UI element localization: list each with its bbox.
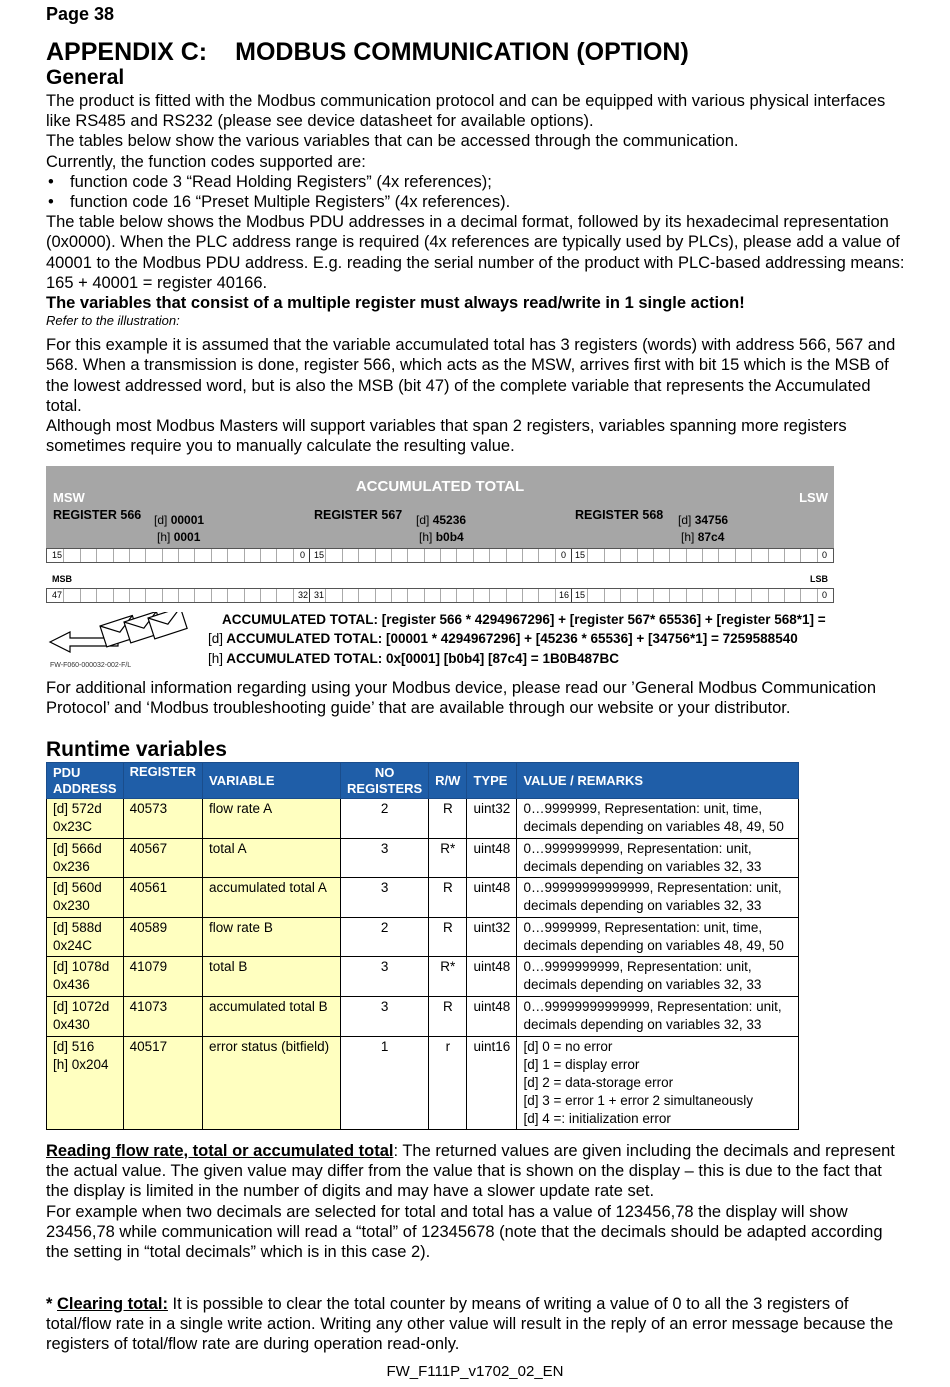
bit-cell	[751, 589, 752, 602]
diagram-header	[46, 466, 834, 548]
register-567-dec: [d] 45236	[416, 513, 467, 527]
bit-cell	[424, 549, 425, 562]
bit-cell	[309, 549, 310, 562]
rw-cell: R*	[429, 957, 467, 997]
bit-cell	[800, 549, 801, 562]
register-cell: 41079	[123, 957, 202, 997]
lsw-label: LSW	[799, 490, 828, 505]
reading-text: : The returned values are given including the decimals and represent the actual value. The given value may differ from the value that is shown on the display – this is due to the fact that the display is limited in the number of digits and may have a slower update rate set.	[46, 1142, 895, 1201]
bit-cell	[637, 549, 638, 562]
bit-cell	[113, 549, 114, 562]
bit-cell	[227, 589, 228, 602]
pdu-cell: [d] 566d 0x236	[47, 838, 124, 878]
bit-cell	[735, 589, 736, 602]
bit-cell	[145, 549, 146, 562]
bit-label: 0	[300, 550, 306, 560]
bit-cell	[735, 549, 736, 562]
col-variable: VARIABLE	[203, 763, 341, 799]
register-568-label: REGISTER 568	[575, 508, 664, 522]
col-value-remarks: VALUE / REMARKS	[517, 763, 799, 799]
col-rw: R/W	[429, 763, 467, 799]
table-row	[47, 838, 799, 878]
bit-cell	[342, 549, 343, 562]
bit-cell	[178, 549, 179, 562]
additional-text: For additional information regarding using your Modbus device, please read our ’General Modbus Communication Protocol’ and ‘Modbus troubleshooting guide’ that are available through our website or your distributor.	[46, 679, 877, 718]
register-568-dec: [d] 34756	[678, 513, 729, 527]
general-p3: Currently, the function codes supported are:	[46, 152, 366, 171]
type-cell: uint32	[467, 917, 517, 957]
clearing-text: It is possible to clear the total counter by means of writing a value of 0 to all the 3 registers of total/flow rate in a single write action. Writing any other value will result in the reply of an error message because the registers of total/flow rate are during operation read-only.	[46, 1295, 894, 1354]
bit-cell	[538, 589, 539, 602]
no-registers-cell: 3	[341, 878, 429, 918]
bit-cell	[620, 549, 621, 562]
pdu-cell: [d] 516 [h] 0x204	[47, 1036, 124, 1129]
bit-cell	[768, 589, 769, 602]
reading-example: For example when two decimals are selected for total and total has a value of 123456,78 the display will show 23456,78 while communication will read a “total” of 12345678 (note that the decimals should be adapted according the setting in “total decimals” which is in this case 2).	[46, 1202, 883, 1262]
lsb-label: LSB	[810, 574, 828, 584]
variable-cell: total B	[203, 957, 341, 997]
reading-paragraph	[46, 1141, 906, 1202]
bit-cell	[555, 549, 556, 562]
bit-cell	[702, 549, 703, 562]
bit-cell	[325, 549, 326, 562]
bit-cell	[702, 589, 703, 602]
total-bit-row	[46, 588, 834, 603]
bit-cell	[358, 589, 359, 602]
general-heading: General	[46, 66, 125, 89]
register-bit-row	[46, 548, 834, 563]
type-cell: uint48	[467, 838, 517, 878]
value-cell: 0…9999999, Representation: unit, time, decimals depending on variables 48, 49, 50	[517, 917, 799, 957]
page-number: Page 38	[46, 4, 115, 24]
bit-cell	[129, 549, 130, 562]
bit-cell	[817, 589, 818, 602]
col-pdu-address: PDU ADDRESS	[47, 763, 124, 799]
bit-label: 15	[52, 550, 63, 560]
bit-cell	[80, 589, 81, 602]
bit-cell	[342, 589, 343, 602]
bit-label: 0	[822, 550, 828, 560]
bit-cell	[718, 589, 719, 602]
bit-cell	[276, 549, 277, 562]
reading-label: Reading flow rate, total or accumulated total	[46, 1142, 394, 1160]
bit-cell	[751, 549, 752, 562]
bit-cell	[800, 589, 801, 602]
table-row	[47, 996, 799, 1036]
bit-cell	[358, 549, 359, 562]
bit-cell	[456, 589, 457, 602]
bit-cell	[424, 589, 425, 602]
bit-cell	[768, 549, 769, 562]
rw-cell: R	[429, 917, 467, 957]
bit-cell	[604, 549, 605, 562]
bit-label: 15	[575, 550, 586, 560]
bit-label: 15	[314, 550, 325, 560]
general-p8: Although most Modbus Masters will support variables that span 2 registers, variables spanning more registers sometimes require you to manually calculate the resulting value.	[46, 417, 847, 456]
bit-cell	[522, 589, 523, 602]
formula-decimal: [d] ACCUMULATED TOTAL: [00001 * 4294967296] + [45236 * 65536] + [34756*1] = 7259588540	[208, 631, 798, 646]
type-cell: uint16	[467, 1036, 517, 1129]
rw-cell: R*	[429, 838, 467, 878]
register-cell: 40589	[123, 917, 202, 957]
additional-info	[46, 678, 906, 718]
runtime-variables-table	[46, 762, 799, 1130]
pdu-cell: [d] 1078d 0x436	[47, 957, 124, 997]
bit-cell	[227, 549, 228, 562]
bit-cell	[407, 549, 408, 562]
bit-label: 31	[314, 590, 325, 600]
bit-cell	[63, 549, 64, 562]
col-no-registers: NO REGISTERS	[341, 763, 429, 799]
bit-cell	[538, 549, 539, 562]
bit-cell	[260, 589, 261, 602]
bit-label: 15	[575, 590, 586, 600]
table-header-row	[47, 763, 799, 799]
variable-cell: accumulated total A	[203, 878, 341, 918]
clearing-section	[46, 1294, 906, 1355]
bit-label: 32	[298, 590, 309, 600]
bit-cell	[113, 589, 114, 602]
register-566-label: REGISTER 566	[53, 508, 142, 522]
pdu-cell: [d] 560d 0x230	[47, 878, 124, 918]
list-item: • function code 3 “Read Holding Registers” (4x references);	[46, 172, 906, 192]
bit-cell	[587, 549, 588, 562]
bit-cell	[375, 589, 376, 602]
reading-section	[46, 1141, 906, 1262]
bit-cell	[178, 589, 179, 602]
bit-cell	[620, 589, 621, 602]
bit-cell	[211, 589, 212, 602]
bit-cell	[784, 549, 785, 562]
value-cell: [d] 0 = no error [d] 1 = display error [d] 2 = data-storage error [d] 3 = error 1 + error 2 simultaneously [d] 4 =: initialization error	[517, 1036, 799, 1129]
bit-cell	[260, 549, 261, 562]
no-registers-cell: 2	[341, 799, 429, 839]
bit-cell	[162, 589, 163, 602]
bit-cell	[571, 549, 572, 562]
no-registers-cell: 3	[341, 957, 429, 997]
appendix-prefix: APPENDIX C:	[46, 38, 208, 66]
bit-cell	[669, 589, 670, 602]
type-cell: uint48	[467, 878, 517, 918]
bit-cell	[211, 549, 212, 562]
msb-label: MSB	[52, 574, 72, 584]
document-footer: FW_F111P_v1702_02_EN	[386, 1363, 564, 1380]
type-cell: uint48	[467, 957, 517, 997]
pdu-cell: [d] 572d 0x23C	[47, 799, 124, 839]
register-cell: 40517	[123, 1036, 202, 1129]
value-cell: 0…9999999999, Representation: unit, decimals depending on variables 32, 33	[517, 957, 799, 997]
value-cell: 0…99999999999999, Representation: unit, decimals depending on variables 32, 33	[517, 996, 799, 1036]
value-cell: 0…9999999999, Representation: unit, decimals depending on variables 32, 33	[517, 838, 799, 878]
register-567-hex: [h] b0b4	[419, 530, 464, 544]
bit-cell	[456, 549, 457, 562]
formula-hex: [h] ACCUMULATED TOTAL: 0x[0001] [b0b4] [87c4] = 1B0B487BC	[208, 651, 619, 666]
register-cell: 40561	[123, 878, 202, 918]
register-cell: 41073	[123, 996, 202, 1036]
general-p2: The tables below show the various variables that can be accessed through the communication.	[46, 132, 739, 151]
bit-cell	[194, 589, 195, 602]
value-cell: 0…99999999999999, Representation: unit, decimals depending on variables 32, 33	[517, 878, 799, 918]
bit-cell	[489, 589, 490, 602]
general-p7: For this example it is assumed that the variable accumulated total has 3 registers (words) with address 566, 567 and 568. When a transmission is done, register 566, which acts as the MSW, arrives first with bit 15 which is the MSB of the lowest addressed word, but is also the MSB (bit 47) of the complete variable that represents the Accumulated total.	[46, 336, 896, 415]
bit-cell	[276, 589, 277, 602]
register-cell: 40567	[123, 838, 202, 878]
msw-label: MSW	[53, 490, 85, 505]
col-type: TYPE	[467, 763, 517, 799]
bit-cell	[817, 549, 818, 562]
pdu-cell: [d] 588d 0x24C	[47, 917, 124, 957]
bit-cell	[718, 549, 719, 562]
pdu-cell: [d] 1072d 0x430	[47, 996, 124, 1036]
table-row	[47, 1036, 799, 1129]
clearing-label: Clearing total:	[57, 1295, 168, 1313]
diagram-title: ACCUMULATED TOTAL	[355, 478, 525, 495]
rw-cell: R	[429, 799, 467, 839]
table-row	[47, 917, 799, 957]
col-register: REGISTER	[123, 763, 202, 799]
illustration-note: Refer to the illustration:	[46, 313, 180, 329]
general-text	[46, 91, 906, 456]
bit-cell	[669, 549, 670, 562]
rw-cell: R	[429, 996, 467, 1036]
bit-label: 47	[52, 590, 63, 600]
variable-cell: flow rate B	[203, 917, 341, 957]
bit-cell	[309, 589, 310, 602]
register-567-label: REGISTER 567	[314, 508, 403, 522]
general-p4: The table below shows the Modbus PDU addresses in a decimal format, followed by its hexadecimal representation (0x0000). When the PLC address range is required (4x references are typically used by PLCs), please add a value of 40001 to the Modbus PDU address. E.g. reading the serial number of the product with PLC-based addressing means: 165 + 40001 = register 40166.	[46, 213, 905, 292]
no-registers-cell: 3	[341, 838, 429, 878]
bit-cell	[375, 549, 376, 562]
bit-cell	[244, 589, 245, 602]
register-566-dec: [d] 00001	[154, 513, 205, 527]
no-registers-cell: 3	[341, 996, 429, 1036]
bit-cell	[194, 549, 195, 562]
no-registers-cell: 1	[341, 1036, 429, 1129]
bit-cell	[293, 589, 294, 602]
bit-label: 16	[559, 590, 570, 600]
bit-cell	[162, 549, 163, 562]
table-row	[47, 799, 799, 839]
table-row	[47, 957, 799, 997]
bit-cell	[80, 549, 81, 562]
formula-generic: ACCUMULATED TOTAL: [register 566 * 4294967296] + [register 567* 65536] + [register 568*1] =	[222, 612, 826, 627]
general-p1: The product is fitted with the Modbus communication protocol and can be equipped with various physical interfaces like RS485 and RS232 (please see device datasheet for available options).	[46, 92, 886, 131]
variable-cell: flow rate A	[203, 799, 341, 839]
variable-cell: accumulated total B	[203, 996, 341, 1036]
no-registers-cell: 2	[341, 917, 429, 957]
function-code-list	[46, 172, 906, 212]
value-cell: 0…9999999, Representation: unit, time, decimals depending on variables 48, 49, 50	[517, 799, 799, 839]
accumulated-total-diagram	[46, 466, 834, 676]
bit-cell	[407, 589, 408, 602]
bit-cell	[637, 589, 638, 602]
bit-cell	[653, 589, 654, 602]
bit-cell	[604, 589, 605, 602]
bit-cell	[489, 549, 490, 562]
bit-cell	[506, 549, 507, 562]
bit-cell	[555, 589, 556, 602]
bit-cell	[244, 549, 245, 562]
bit-label: 0	[561, 550, 567, 560]
register-cell: 40573	[123, 799, 202, 839]
clearing-paragraph: * Clearing total: It is possible to clear the total counter by means of writing a value of 0 to all the 3 registers of total/flow rate in a single write action. Writing any other value will result in the reply of an error message because the registers of total/flow rate are during operation read-only.	[46, 1295, 894, 1354]
bit-cell	[96, 589, 97, 602]
bit-cell	[129, 589, 130, 602]
bit-cell	[506, 589, 507, 602]
bit-cell	[63, 589, 64, 602]
register-566-hex: [h] 0001	[157, 530, 201, 544]
bit-cell	[686, 549, 687, 562]
bit-cell	[96, 549, 97, 562]
bit-cell	[145, 589, 146, 602]
table-row	[47, 878, 799, 918]
bit-cell	[587, 589, 588, 602]
bit-cell	[571, 589, 572, 602]
bit-cell	[391, 589, 392, 602]
bit-cell	[473, 549, 474, 562]
rw-cell: r	[429, 1036, 467, 1129]
bit-cell	[522, 549, 523, 562]
bit-cell	[440, 549, 441, 562]
figure-code: FW-F060-000032-002-F/L	[50, 662, 132, 669]
bit-cell	[325, 589, 326, 602]
variable-cell: total A	[203, 838, 341, 878]
appendix-title	[46, 38, 689, 67]
type-cell: uint48	[467, 996, 517, 1036]
variable-cell: error status (bitfield)	[203, 1036, 341, 1129]
bit-cell	[473, 589, 474, 602]
rw-cell: R	[429, 878, 467, 918]
appendix-name: MODBUS COMMUNICATION (OPTION)	[235, 38, 689, 66]
bit-label: 0	[822, 590, 828, 600]
bit-cell	[391, 549, 392, 562]
list-item: • function code 16 “Preset Multiple Registers” (4x references).	[46, 192, 906, 212]
general-warning: The variables that consist of a multiple register must always read/write in 1 single action!	[46, 294, 745, 313]
bit-cell	[440, 589, 441, 602]
bit-cell	[784, 589, 785, 602]
runtime-heading: Runtime variables	[46, 738, 227, 761]
bit-cell	[293, 549, 294, 562]
type-cell: uint32	[467, 799, 517, 839]
bit-cell	[653, 549, 654, 562]
bit-cell	[686, 589, 687, 602]
register-568-hex: [h] 87c4	[681, 530, 725, 544]
